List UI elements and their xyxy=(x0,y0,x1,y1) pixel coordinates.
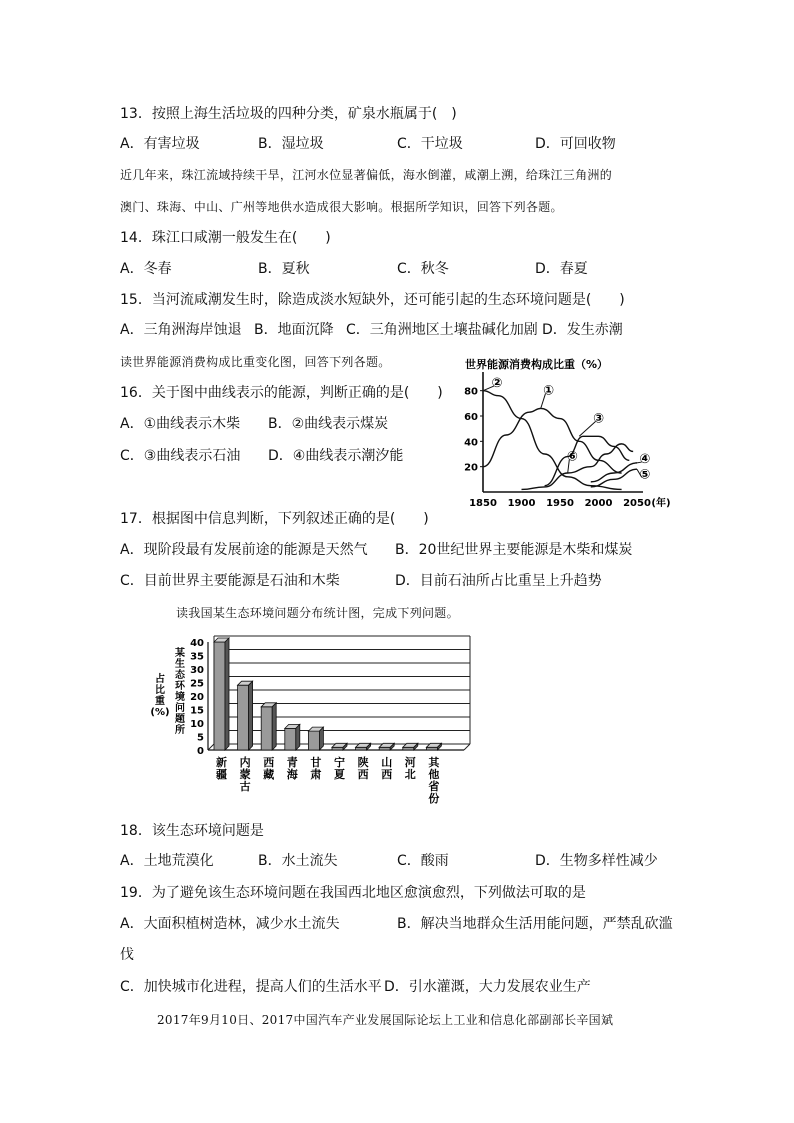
q15-option-c: C．三角洲地区土壤盐碱化加剧 xyxy=(346,322,538,338)
q18-stem: 18．该生态环境问题是 xyxy=(120,823,264,839)
category-label-char: 西 xyxy=(381,768,393,781)
category-label-char: 疆 xyxy=(216,768,227,781)
category-label-char: 青 xyxy=(286,756,298,769)
bar-其他省份 xyxy=(426,747,437,750)
q14-option-a: A．冬春 xyxy=(120,261,172,277)
bar-内蒙古 xyxy=(238,685,249,750)
passage-line-1: 近几年来，珠江流域持续干旱，江河水位显著偏低，海水倒灌，咸潮上溯，给珠江三角洲的 xyxy=(120,168,613,182)
q19-option-b: B．解决当地群众生活用能问题，严禁乱砍滥 xyxy=(397,916,673,932)
y-axis-label-char: 题 xyxy=(175,714,185,725)
floor-edge xyxy=(464,744,470,750)
category-label-char: 蒙 xyxy=(239,768,251,781)
energy-consumption-line-chart xyxy=(455,350,695,520)
passage-energy-intro: 读世界能源消费构成比重变化图，回答下列各题。 xyxy=(120,355,391,369)
category-label-char: 宁 xyxy=(334,756,345,769)
q19-stem: 19．为了避免该生态环境问题在我国西北地区愈演愈烈，下列做法可取的是 xyxy=(120,885,586,901)
series-label-3: ③ xyxy=(592,411,605,427)
q19-option-d: D．引水灌溉，大力发展农业生产 xyxy=(384,979,591,995)
eco-problem-bar-chart xyxy=(150,632,480,807)
y-tick-label: 80 xyxy=(464,386,478,398)
y-axis-label-char: 环 xyxy=(175,681,185,692)
category-label-char: 份 xyxy=(428,792,440,805)
x-tick-label: 1900 xyxy=(507,498,536,509)
q16-stem: 16．关于图中曲线表示的能源，判断正确的是( ) xyxy=(120,385,443,401)
category-label-char: 河 xyxy=(404,756,416,769)
y-tick-label: 35 xyxy=(190,651,204,663)
q19-option-c: C．加快城市化进程，提高人们的生活水平 xyxy=(120,979,382,995)
bar-side xyxy=(296,724,300,750)
series-label-4: ④ xyxy=(639,452,651,468)
q13-option-d: D．可回收物 xyxy=(535,136,616,152)
x-tick-label: 2050 xyxy=(623,498,651,509)
category-label-char: 西 xyxy=(357,768,369,781)
category-label-char: 藏 xyxy=(263,768,275,781)
category-label-char: 北 xyxy=(404,768,416,781)
x-tick-label: 1850 xyxy=(469,498,497,509)
bar-青海 xyxy=(285,728,296,750)
bar-宁夏 xyxy=(332,747,343,750)
bar-新疆 xyxy=(214,642,225,750)
bar-side xyxy=(319,727,323,750)
q17-option-c: C．目前世界主要能源是石油和木柴 xyxy=(120,573,340,589)
category-label-char: 夏 xyxy=(334,768,345,781)
category-label-char: 肃 xyxy=(310,768,322,781)
q16-option-a: A．①曲线表示木柴 xyxy=(120,416,241,432)
q17-option-b: B．20世纪世界主要能源是木柴和煤炭 xyxy=(395,542,633,558)
y-tick-label: 40 xyxy=(190,638,204,649)
energy-series-line-5 xyxy=(591,469,637,487)
bar-山西 xyxy=(379,747,390,750)
y-tick-label: 5 xyxy=(197,732,204,744)
category-label-char: 新 xyxy=(216,756,227,769)
category-label-char: 甘 xyxy=(310,756,322,769)
category-label-char: 内 xyxy=(239,756,251,769)
bar-陕西 xyxy=(356,747,367,750)
bar-side xyxy=(249,681,253,750)
q18-option-a: A．土地荒漠化 xyxy=(120,853,214,869)
q15-option-d: D．发生赤潮 xyxy=(542,322,623,338)
q18-option-b: B．水土流失 xyxy=(258,853,338,869)
q19-option-a: A．大面积植树造林，减少水土流失 xyxy=(120,916,340,932)
y-axis-label-char: 某 xyxy=(175,648,185,659)
footer-passage: 2017年9月10日、2017中国汽车产业发展国际论坛上工业和信息化部副部长辛国斌 xyxy=(157,1013,614,1027)
category-label-char: 他 xyxy=(428,768,440,781)
y-tick-label: 25 xyxy=(190,678,204,690)
category-label-char: 海 xyxy=(286,768,298,781)
energy-series-line-2 xyxy=(483,391,622,490)
q17-stem: 17．根据图中信息判断，下列叙述正确的是( ) xyxy=(120,511,429,527)
y-axis-label-char: 比 xyxy=(155,685,165,696)
bar-甘肃 xyxy=(308,731,319,750)
q15-option-b: B．地面沉降 xyxy=(254,322,334,338)
x-tick-label: 2000 xyxy=(584,498,613,509)
q13-stem: 13．按照上海生活垃圾的四种分类，矿泉水瓶属于( ) xyxy=(120,106,457,122)
y-tick-label: 10 xyxy=(190,719,204,730)
q13-option-b: B．湿垃圾 xyxy=(258,136,324,152)
bar-河北 xyxy=(403,747,414,750)
passage-ecology-intro: 读我国某生态环境问题分布统计图，完成下列问题。 xyxy=(176,606,459,620)
q16-option-d: D．④曲线表示潮汐能 xyxy=(268,448,404,464)
y-axis-label-char: 问 xyxy=(175,703,185,714)
q17-option-d: D．目前石油所占比重呈上升趋势 xyxy=(395,573,602,589)
category-label-char: 山 xyxy=(381,756,393,769)
y-axis-label-char: 所 xyxy=(175,725,185,736)
y-tick-label: 20 xyxy=(190,692,204,703)
series-label-5: ⑤ xyxy=(639,467,651,483)
passage-line-2: 澳门、珠海、中山、广州等地供水造成很大影响。根据所学知识，回答下列各题。 xyxy=(120,200,563,214)
q18-option-c: C．酸雨 xyxy=(397,853,449,869)
x-tick-label: 1950 xyxy=(546,498,574,509)
y-tick-label: 30 xyxy=(190,665,204,676)
x-axis-label: (年) xyxy=(651,498,671,509)
q15-option-a: A．三角洲海岸蚀退 xyxy=(120,322,242,338)
q15-stem: 15．当河流咸潮发生时，除造成淡水短缺外，还可能引起的生态环境问题是( ) xyxy=(120,292,625,308)
floor-edge xyxy=(208,744,214,750)
y-axis-label-char: 生 xyxy=(175,659,185,670)
q13-option-c: C．干垃圾 xyxy=(397,136,463,152)
q14-option-d: D．春夏 xyxy=(535,261,588,277)
y-tick-label: 40 xyxy=(464,437,478,449)
y-tick-label: 20 xyxy=(464,462,478,474)
series-label-6: ⑥ xyxy=(566,449,578,465)
series-label-2: ② xyxy=(491,376,503,392)
category-label-char: 省 xyxy=(428,780,440,793)
category-label-char: 其 xyxy=(428,756,440,769)
q18-option-d: D．生物多样性减少 xyxy=(535,853,658,869)
y-tick-label: 15 xyxy=(190,705,204,717)
chart-title: 世界能源消费构成比重（%） xyxy=(465,358,609,371)
y-axis-label-char: 重 xyxy=(155,696,165,707)
category-label-char: 陕 xyxy=(357,756,369,769)
y-axis-label-char: 占 xyxy=(155,674,165,685)
q19-option-b-continued: 伐 xyxy=(120,947,134,963)
series-label-1: ① xyxy=(542,383,554,399)
q14-stem: 14．珠江口咸潮一般发生在( ) xyxy=(120,230,331,246)
y-tick-label: 0 xyxy=(197,746,204,757)
y-tick-label: 60 xyxy=(464,412,478,423)
y-axis-label-char: 境 xyxy=(175,692,185,703)
q16-option-c: C．③曲线表示石油 xyxy=(120,448,241,464)
category-label-char: 西 xyxy=(263,756,275,769)
y-axis-label-char: 态 xyxy=(175,670,185,681)
category-label-char: 古 xyxy=(239,780,251,793)
q14-option-c: C．秋冬 xyxy=(397,261,449,277)
bar-西藏 xyxy=(261,707,272,750)
y-axis-label-char: (%) xyxy=(150,707,170,718)
bar-side xyxy=(225,638,229,750)
q16-option-b: B．②曲线表示煤炭 xyxy=(268,416,389,432)
q14-option-b: B．夏秋 xyxy=(258,261,310,277)
bar-side xyxy=(272,703,276,750)
q17-option-a: A．现阶段最有发展前途的能源是天然气 xyxy=(120,542,368,558)
q13-option-a: A．有害垃圾 xyxy=(120,136,200,152)
